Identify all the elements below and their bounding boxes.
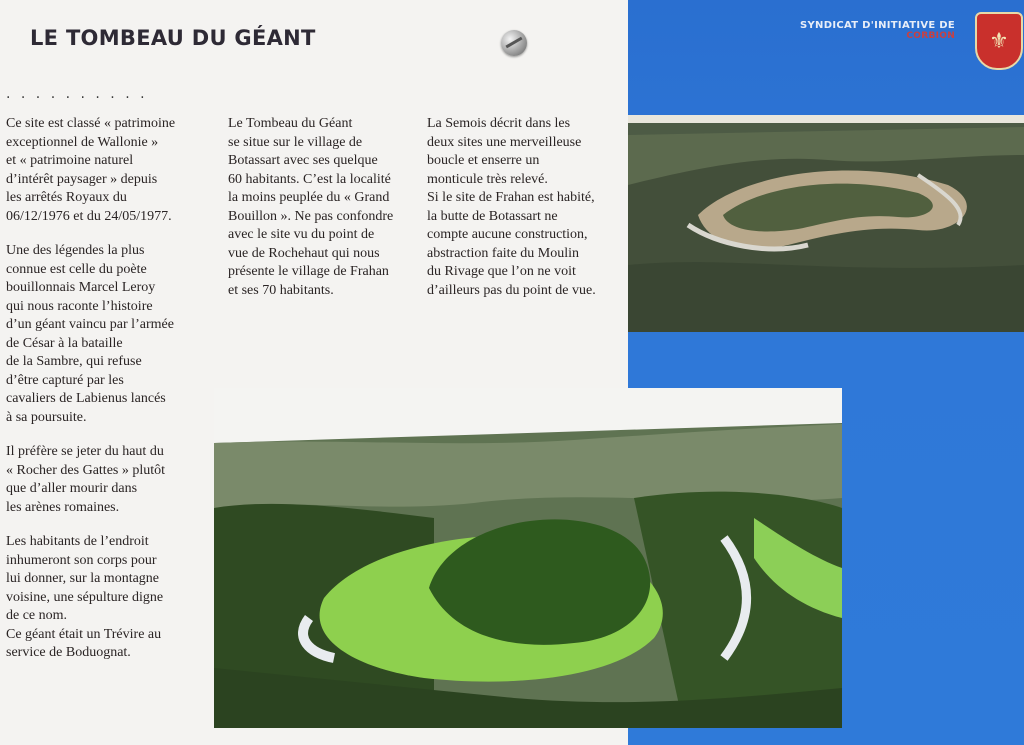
screw-icon <box>501 30 527 56</box>
text-column-3 <box>427 115 627 316</box>
crest-logo-icon: ⚜ <box>975 12 1023 70</box>
organization-name: SYNDICAT D'INITIATIVE DE <box>800 20 956 31</box>
paragraph: Le Tombeau du Géant se situe sur le village de Botassart avec ses quelque 60 habitants. C’est la localité la moins peuplée du « Grand Bouillon ». Ne pas confondre avec le site vu du point de vue de Rochehaut qui nous présente le village de Frahan et ses 70 habitants. <box>228 116 394 298</box>
landscape-photo-main <box>214 388 842 728</box>
landscape-photo-vintage <box>628 115 1024 332</box>
paragraph: Il préfère se jeter du haut du « Rocher des Gattes » plutôt que d’aller mourir dans les arènes romaines. <box>6 444 166 515</box>
paragraph: Ce site est classé « patrimoine exceptionnel de Wallonie » et « patrimoine naturel d’intérêt paysager » depuis les arrêtés Royaux du 06/12/1976 et du 24/05/1977. <box>6 116 176 224</box>
text-column-2 <box>228 115 424 316</box>
organization-label <box>800 20 955 41</box>
page-title: LE TOMBEAU DU GÉANT <box>30 26 316 50</box>
dotted-separator: . . . . . . . . . . <box>6 86 148 102</box>
text-column-1 <box>6 115 221 679</box>
paragraph: Une des légendes la plus connue est celle du poète bouillonnais Marcel Leroy qui nous raconte l’histoire d’un géant vaincu par l’armée de César à la bataille de la Sambre, qui refuse d’être capturé par les cavaliers de Labienus lancés à sa poursuite. <box>6 243 174 425</box>
paragraph: La Semois décrit dans les deux sites une merveilleuse boucle et enserre un monticule très relevé. Si le site de Frahan est habité, la butte de Botassart ne compte aucune construction, abstraction faite du Moulin du Rivage que l’on ne voit d’ailleurs pas du point de vue. <box>427 116 596 298</box>
paragraph: Les habitants de l’endroit inhumeront son corps pour lui donner, sur la montagne voisine, une sépulture digne de ce nom. Ce géant était un Trévire au service de Boduognat. <box>6 534 164 660</box>
organization-location: CORBION <box>906 31 956 41</box>
